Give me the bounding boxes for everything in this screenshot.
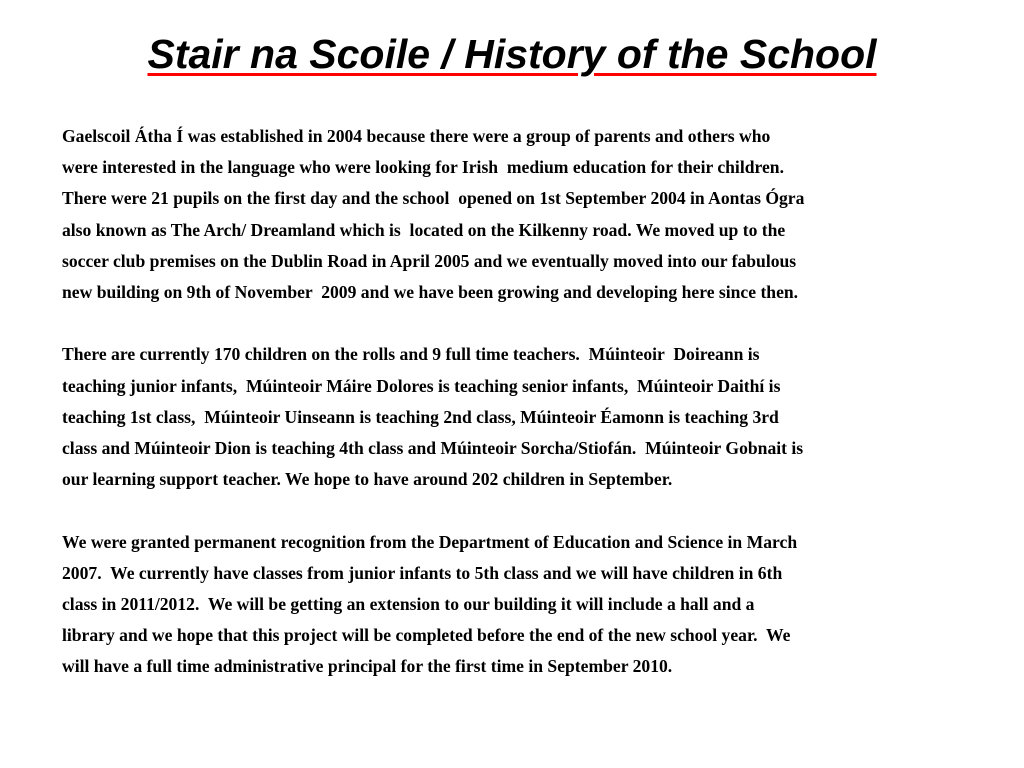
text-line: There are currently 170 children on the rolls and 9 full time teachers. Múinteoir Doireann is xyxy=(62,344,760,365)
page-title: Stair na Scoile / History of the School xyxy=(147,31,877,77)
text-line: There were 21 pupils on the first day and the school opened on 1st September 2004 in Aontas Ógra xyxy=(62,188,805,209)
paragraph-founding xyxy=(62,121,972,308)
text-line: library and we hope that this project will be completed before the end of the new school year. We xyxy=(62,625,791,646)
text-line: 2007. We currently have classes from junior infants to 5th class and we will have children in 6th xyxy=(62,562,783,583)
text-line: We were granted permanent recognition from the Department of Education and Science in March xyxy=(62,531,798,552)
text-line: Gaelscoil Átha Í was established in 2004 because there were a group of parents and others who xyxy=(62,126,771,146)
text-line: class and Múinteoir Dion is teaching 4th class and Múinteoir Sorcha/Stiofán. Múinteoir Gobnait is xyxy=(62,438,804,459)
text-line: soccer club premises on the Dublin Road in April 2005 and we eventually moved into our fabulous xyxy=(62,250,797,271)
text-line: were interested in the language who were looking for Irish medium education for their children. xyxy=(62,157,784,178)
paragraph-recognition xyxy=(62,527,972,683)
paragraph-staff xyxy=(62,339,972,495)
title-container xyxy=(0,28,1024,80)
body-text xyxy=(62,121,972,714)
text-line: will have a full time administrative principal for the first time in September 2010. xyxy=(62,656,673,677)
text-line: class in 2011/2012. We will be getting an extension to our building it will include a hall and a xyxy=(62,594,755,615)
text-line: our learning support teacher. We hope to have around 202 children in September. xyxy=(62,469,673,490)
text-line: new building on 9th of November 2009 and we have been growing and developing here since then. xyxy=(62,282,799,303)
text-line: teaching 1st class, Múinteoir Uinseann is teaching 2nd class, Múinteoir Éamonn is teaching 3rd xyxy=(62,406,779,427)
text-line: teaching junior infants, Múinteoir Máire Dolores is teaching senior infants, Múinteoir Daithí is xyxy=(62,375,781,396)
text-line: also known as The Arch/ Dreamland which is located on the Kilkenny road. We moved up to the xyxy=(62,219,786,240)
